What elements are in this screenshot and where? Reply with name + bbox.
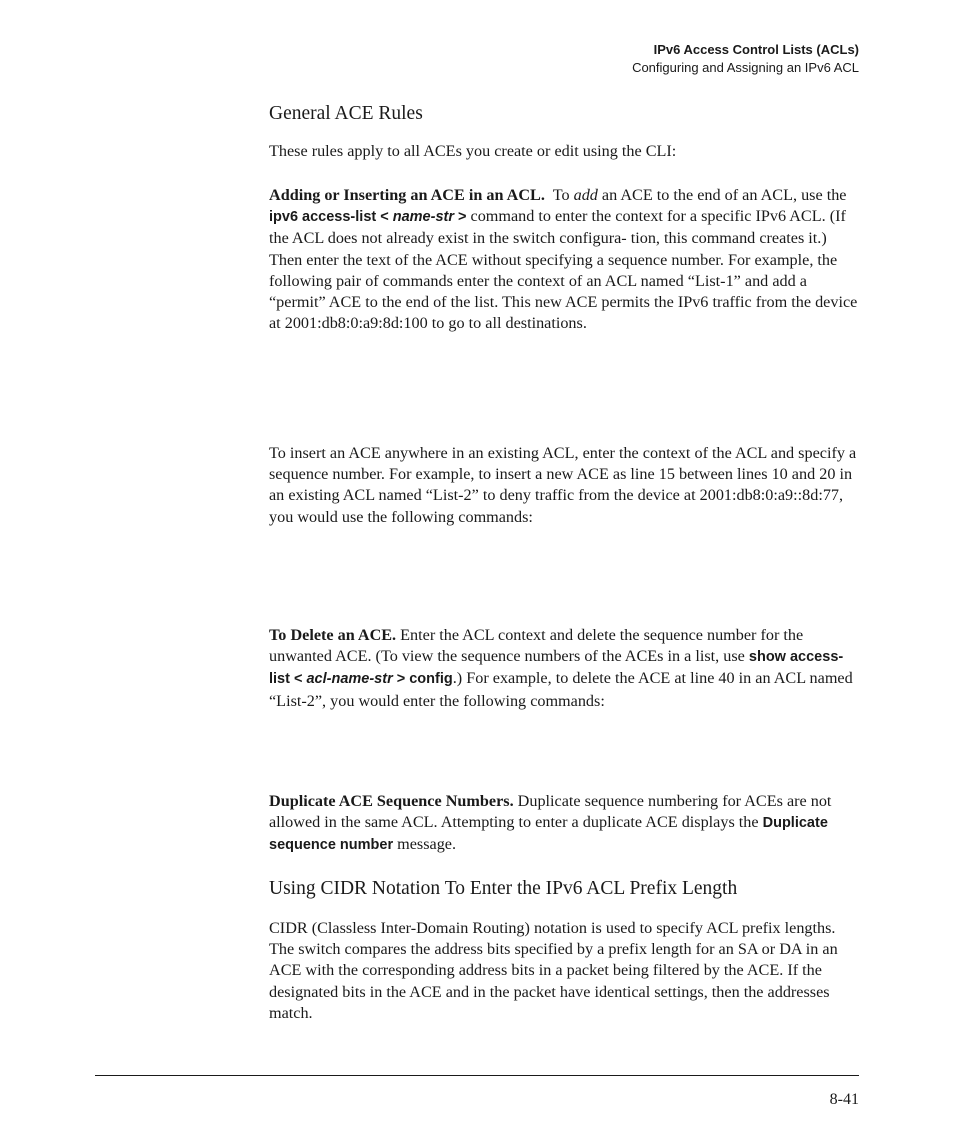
duplicate-paragraph — [269, 791, 861, 857]
duplicate-text-1: Duplicate sequence numbering for ACEs are not allowed in the same ACL. Attempting to enter a duplicate ACE displays the — [269, 792, 832, 832]
footer-rule — [95, 1075, 859, 1076]
cidr-paragraph: CIDR (Classless Inter-Domain Routing) notation is used to specify ACL prefix lengths. The switch compares the address bits specified by a prefix length for an SA or DA in an ACE with the corresponding address bits in a packet being filtered by the ACE. If the designated bits in the ACE and in the packet have identical settings, then the addresses match. — [269, 919, 838, 1022]
duplicate-text-2: message. — [393, 835, 457, 854]
duplicate-message-literal: Duplicate sequence number — [269, 815, 828, 854]
section-title: Configuring and Assigning an IPv6 ACL — [632, 60, 859, 75]
general-intro: These rules apply to all ACEs you create or edit using the CLI: — [269, 142, 677, 160]
show-access-list-command: show access-list < acl-name-str > config — [269, 649, 844, 688]
adding-text-2: an ACE to the end of an ACL, use the — [597, 186, 847, 204]
cidr-heading: Using CIDR Notation To Enter the IPv6 ACL Prefix Length — [269, 878, 738, 899]
running-header — [632, 41, 859, 77]
adding-text-1: To — [552, 186, 574, 204]
delete-runin-heading: To Delete an ACE. — [269, 626, 397, 644]
general-ace-rules-heading: General ACE Rules — [269, 103, 423, 124]
delete-text-1: Enter the ACL context and delete the sequence number for the unwanted ACE. (To view the sequence numbers of the ACEs in a list, use — [269, 626, 804, 666]
chapter-title: IPv6 Access Control Lists (ACLs) — [653, 42, 859, 57]
adding-paragraph — [269, 185, 861, 334]
duplicate-runin-heading: Duplicate ACE Sequence Numbers. — [269, 792, 514, 810]
delete-text-2: .) For example, to delete the ACE at line 40 in an ACL named “List-2”, you would enter the following commands: — [269, 669, 853, 710]
delete-paragraph — [269, 625, 861, 712]
adding-runin-heading: Adding or Inserting an ACE in an ACL. — [269, 186, 545, 204]
ipv6-access-list-command: ipv6 access-list < name-str > — [269, 209, 467, 226]
adding-text-3: command to enter the context for a specific IPv6 ACL. (If the ACL does not already exist in the switch configura- tion, this command creates it.) Then enter the text of the ACE without specifying a sequence number. For example, the following pair of commands enter the context of an ACL named “List-1” and add a “permit” ACE to the end of the list. This new ACE permits the IPv6 traffic from the device at 2001:db8:0:a9:8d:100 to go to all destinations. — [269, 207, 858, 333]
insert-paragraph: To insert an ACE anywhere in an existing ACL, enter the context of the ACL and specify a sequence number. For example, to insert a new ACE as line 15 between lines 10 and 20 in an existing ACL named “List-2” to deny traffic from the device at 2001:db8:0:a9::8d:77, you would use the following commands: — [269, 444, 857, 526]
page-number: 8-41 — [829, 1091, 859, 1108]
adding-emphasis: add — [573, 186, 598, 204]
